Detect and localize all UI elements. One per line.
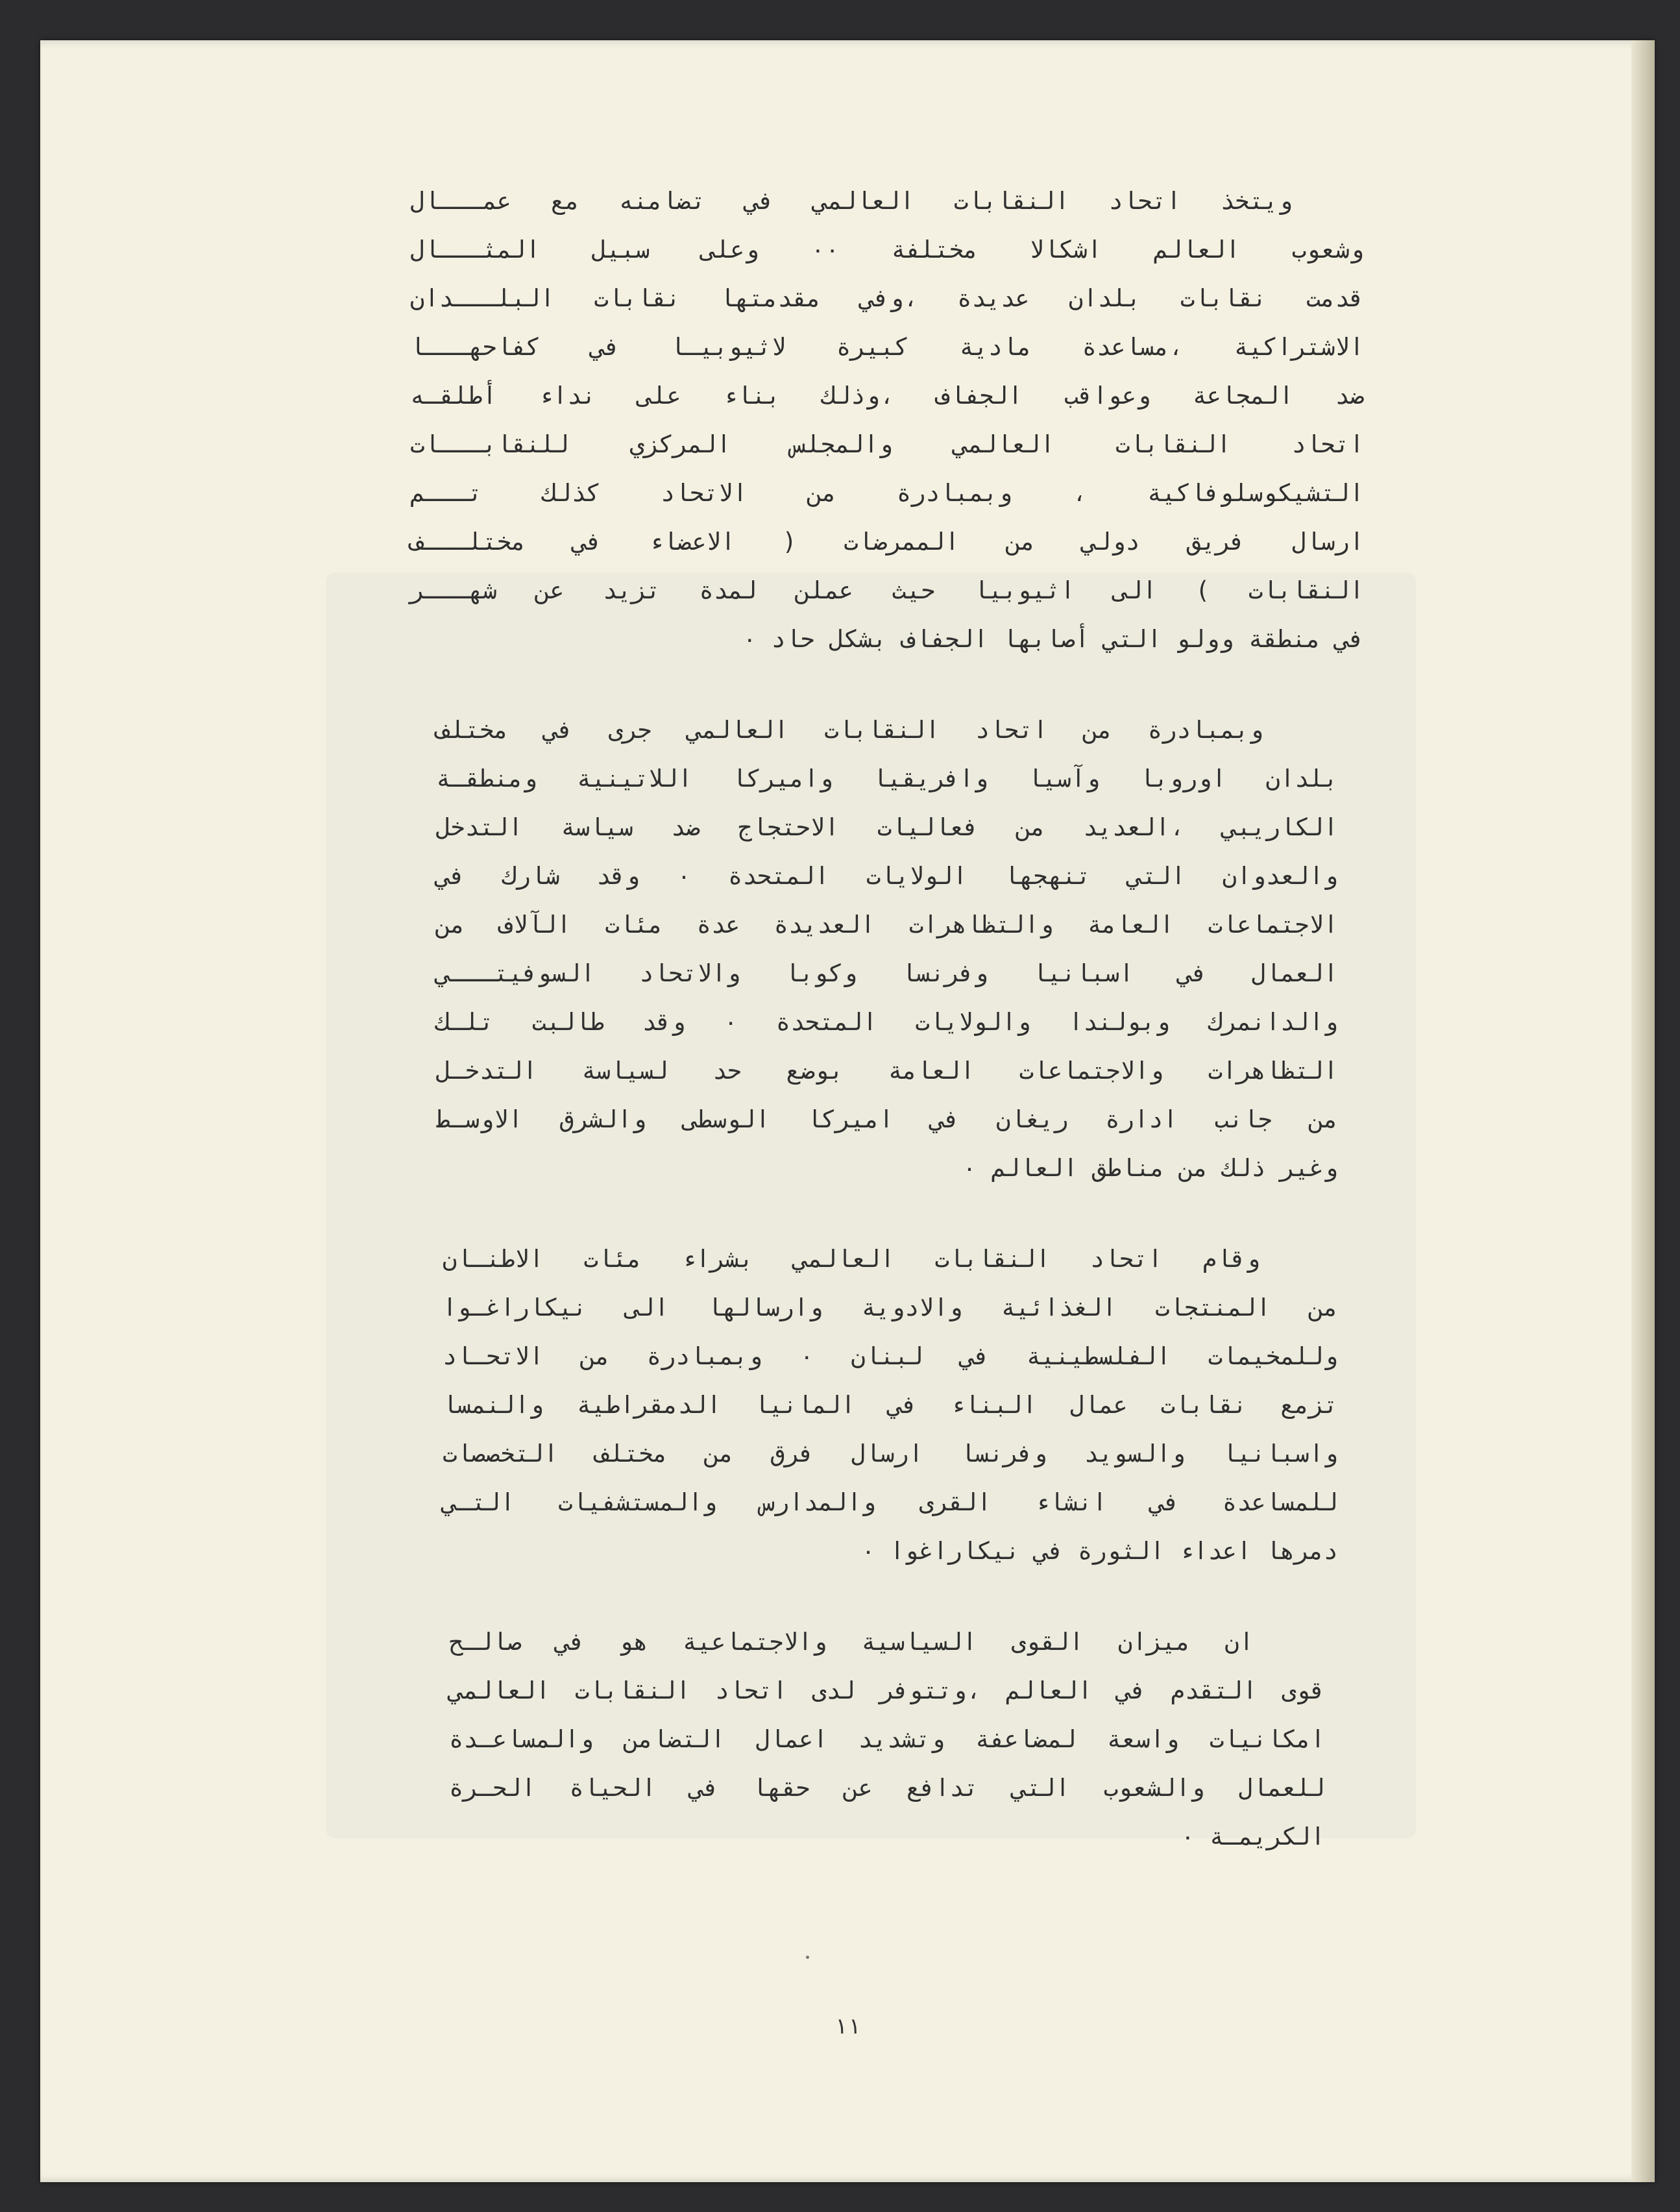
- text-line: دمرها اعداء الثورة في نيكاراغوا ٠: [860, 1537, 1338, 1565]
- text-line: للعمال والشعوب التي تدافع عن حقها في الحياة الحـرة: [449, 1774, 1325, 1802]
- ink-speck: [806, 1956, 809, 1959]
- text-line: التظاهرات والاجتماعات العامة بوضع حد لسياسة التدخـل: [436, 1057, 1338, 1085]
- text-line: ضد المجاعة وعواقب الجفاف ،وذلك بناء على نداء أطلقـه: [410, 382, 1364, 410]
- text-line: وقام اتحاد النقابات العالمي بشراء مئات الاطنـان: [443, 1245, 1260, 1273]
- text-line: وغير ذلك من مناطق العالم ٠: [962, 1154, 1338, 1182]
- text-line: واسبانيا والسويد وفرنسا ارسال فرق من مختلف التخصصات: [443, 1440, 1338, 1468]
- text-line: وشعوب العالم اشكالا مختلفة ٠٠ وعلى سبيل المثـــال: [410, 236, 1364, 264]
- page-number: ١١: [834, 2013, 861, 2039]
- text-line: العمال في اسبانيا وفرنسا وكوبا والاتحاد السوفيتـــي: [436, 959, 1338, 987]
- book-spine: [1631, 40, 1655, 2182]
- text-line: قوى التقدم في العالم ،وتتوفر لدى اتحاد النقابات العالمي: [449, 1677, 1325, 1704]
- text-line: الكريمـة ٠: [1180, 1823, 1325, 1850]
- text-line: في منطقة وولو التي أصابها الجفاف بشكل حاد ٠: [742, 625, 1364, 653]
- text-line: ان ميزان القوى السياسية والاجتماعية هو في صالـح: [449, 1628, 1254, 1656]
- text-line: من المنتجات الغذائية والادوية وارسالها الى نيكاراغـوا: [443, 1294, 1338, 1321]
- text-line: الكاريبي ،العديد من فعاليات الاحتجاج ضد سياسة التدخل: [436, 813, 1338, 841]
- text-line: الاجتماعات العامة والتظاهرات العديدة عدة مئات الآلاف من: [436, 911, 1338, 939]
- text-line: النقابات ) الى اثيوبيا حيث عملن لمدة تزيد عن شهـــر: [410, 576, 1364, 604]
- paragraph-4: [449, 1617, 1325, 1861]
- paragraph-2: [436, 706, 1338, 1192]
- body-text: [410, 177, 1364, 1861]
- text-line: والعدوان التي تنهجها الولايات المتحدة ٠ وقد شارك في: [436, 862, 1338, 890]
- text-line: بلدان اوروبا وآسيا وافريقيا واميركا اللاتينية ومنطقـة: [436, 765, 1338, 793]
- paragraph-3: [443, 1235, 1338, 1575]
- text-line: ويتخذ اتحاد النقابات العالمي في تضامنه مع عمـــال: [410, 187, 1293, 215]
- text-line: وللمخيمات الفلسطينية في لبنان ٠ وبمبادرة من الاتحـاد: [443, 1342, 1338, 1370]
- text-line: والدانمرك وبولندا والولايات المتحدة ٠ وقد طالبت تلـك: [436, 1008, 1339, 1036]
- document-page: [40, 40, 1655, 2182]
- text-line: الاشتراكية ،مساعدة مادية كبيرة لاثيوبيـا في كفاحهـــا: [410, 333, 1364, 361]
- text-line: من جانب ادارة ريغان في اميركا الوسطى والشرق الاوسـط: [436, 1105, 1338, 1133]
- text-line: امكانيات واسعة لمضاعفة وتشديد اعمال التضامن والمساعـدة: [449, 1725, 1325, 1753]
- text-line: تزمع نقابات عمال البناء في المانيا الدمقراطية والنمسا: [443, 1391, 1338, 1419]
- text-line: وبمبادرة من اتحاد النقابات العالمي جرى في مختلف: [436, 716, 1263, 744]
- paragraph-1: [410, 177, 1364, 663]
- text-line: ارسال فريق دولي من الممرضات ( الاعضاء في مختلـــف: [410, 528, 1364, 556]
- text-line: قدمت نقابات بلدان عديدة ،وفي مقدمتها نقابات البلـــدان: [410, 284, 1364, 312]
- text-line: التشيكوسلوفاكية ، وبمبادرة من الاتحاد كذلك تـــم: [410, 479, 1364, 507]
- text-line: للمساعدة في انشاء القرى والمدارس والمستشفيات التـي: [443, 1488, 1338, 1516]
- text-line: اتحاد النقابات العالمي والمجلس المركزي للنقابـــات: [410, 430, 1364, 458]
